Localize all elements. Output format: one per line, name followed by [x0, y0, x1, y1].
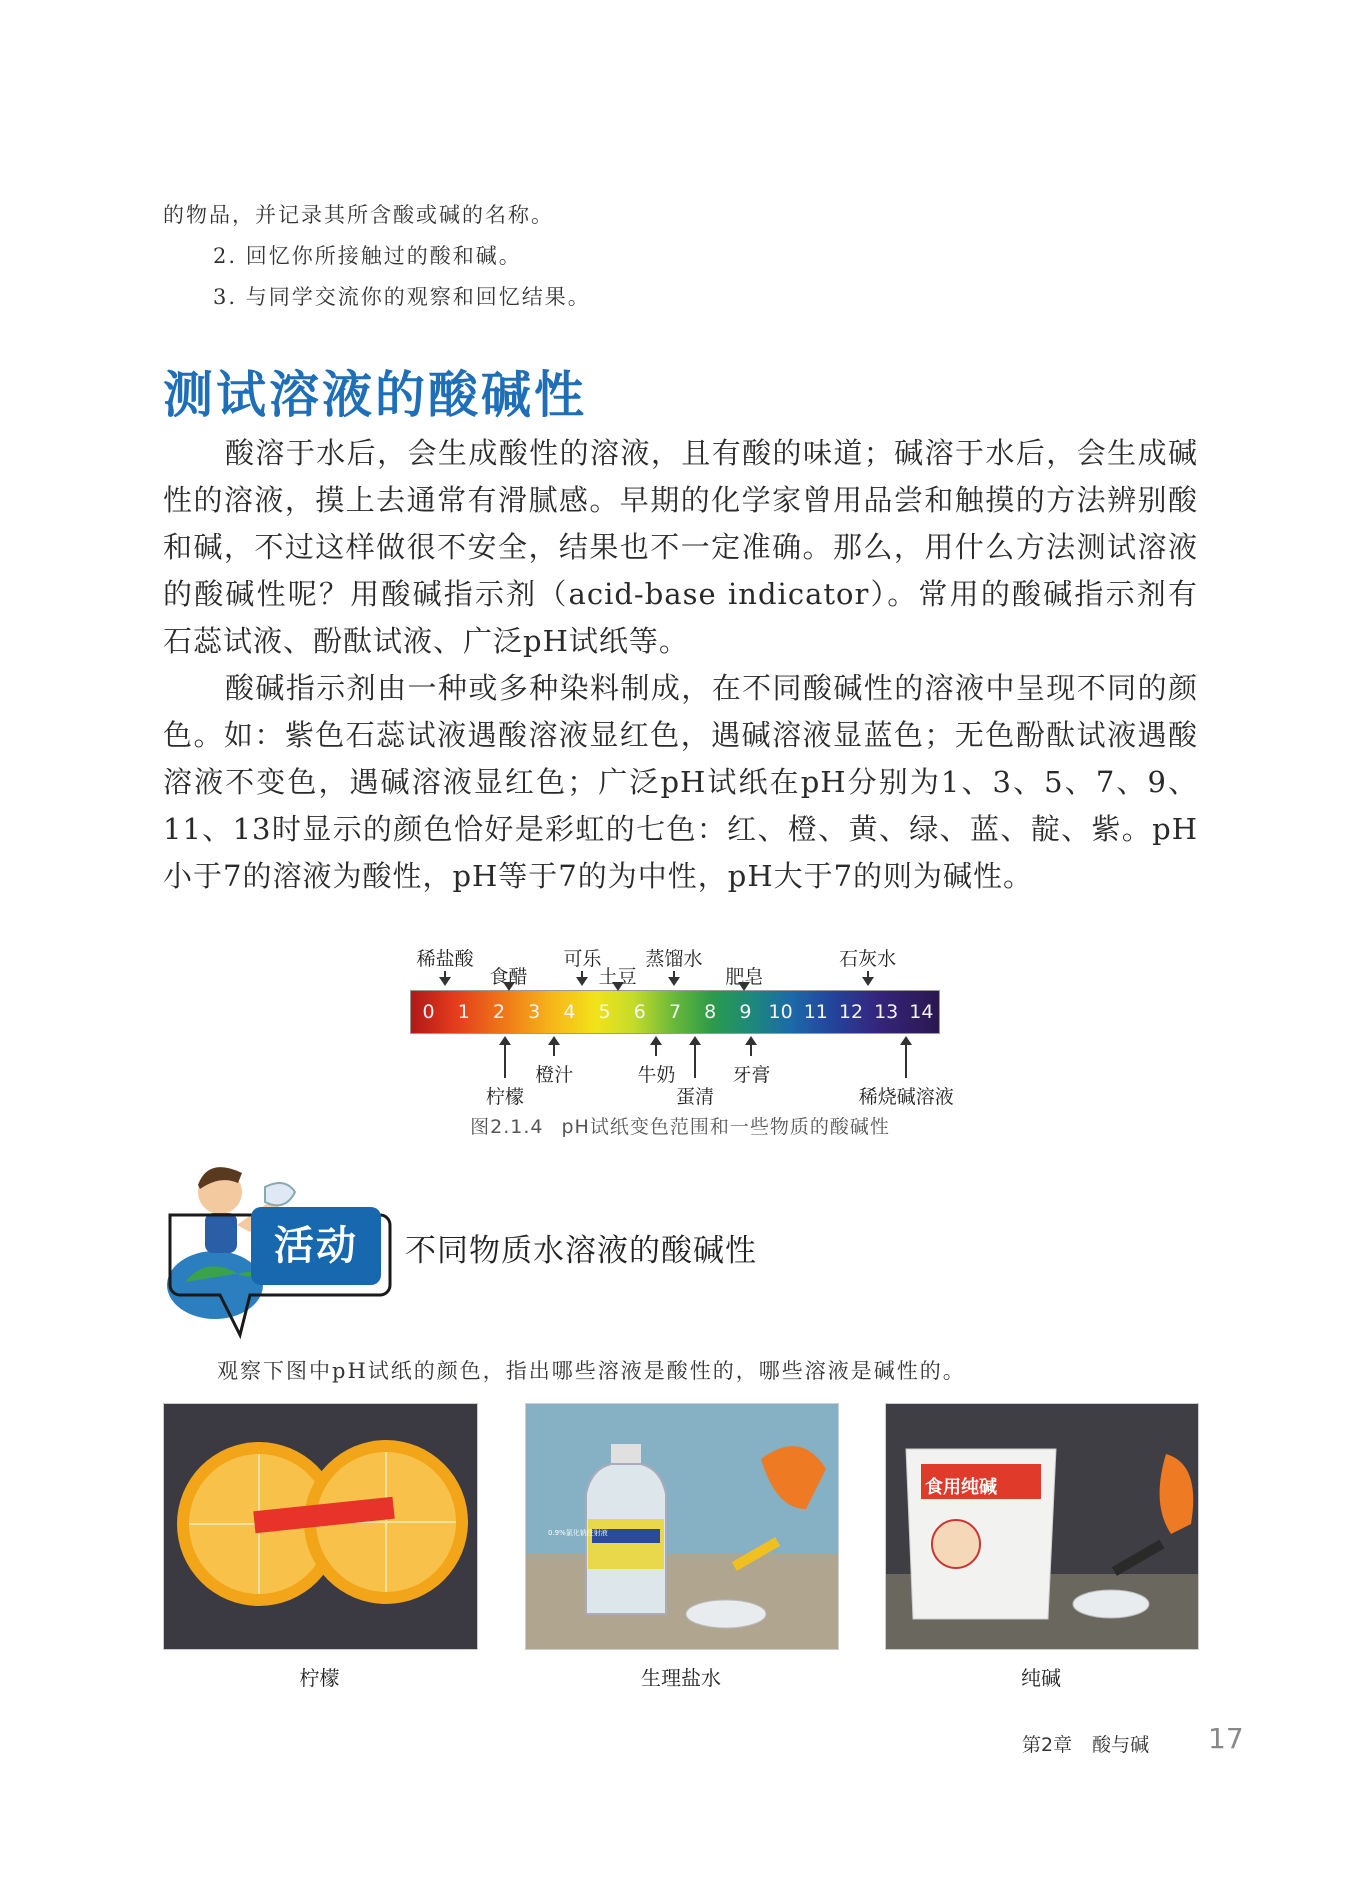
ph-bottom-arrow [905, 1038, 907, 1078]
ph-top-label: 蒸馏水 [645, 948, 703, 970]
ph-top-label: 石灰水 [839, 948, 897, 970]
ph-top-arrow [581, 971, 583, 984]
ph-scale-number: 7 [668, 1001, 682, 1023]
paragraph-2-text: 酸碱指示剂由一种或多种染料制成，在不同酸碱性的溶液中呈现不同的颜色。如：紫色石蕊试液遇酸溶液显红色，遇碱溶液显蓝色；无色酚酞试液遇酸溶液不变色，遇碱溶液显红色；广泛pH试纸在pH分别为1、3、5、7、9、11、13时显示的颜色恰好是彩虹的七色：红、橙、黄、绿、蓝、靛、紫。pH小于7的溶液为酸性，pH等于7的为中性，pH大于7的则为碱性。 [163, 671, 1198, 893]
photo-lemon [163, 1403, 478, 1650]
ph-scale-number: 9 [739, 1001, 752, 1023]
footer-chapter [1022, 1730, 1149, 1757]
ph-top-label: 可乐 [563, 948, 602, 970]
ph-bottom-arrow [553, 1038, 555, 1056]
figure-caption [0, 1112, 1360, 1139]
paragraph-2 [163, 665, 1198, 900]
photo-caption-lemon: 柠檬 [299, 1666, 340, 1690]
ph-top-label: 稀盐酸 [416, 948, 474, 970]
intro-line-1: 的物品，并记录其所含酸或碱的名称。 [163, 203, 554, 227]
ph-bottom-label: 牙膏 [732, 1064, 771, 1086]
photo-soda [885, 1403, 1199, 1650]
section-title: 测试溶液的酸碱性 [163, 366, 587, 424]
ph-top-arrow [867, 971, 869, 984]
ph-bottom-label: 蛋清 [676, 1086, 715, 1108]
ph-color-bar [410, 990, 940, 1034]
paragraph-1 [163, 430, 1198, 665]
soda-bag-label: 食用纯碱 [925, 1477, 997, 1498]
ph-scale-number: 13 [874, 1001, 899, 1023]
saline-bottle-label: 0.9%氯化钠注射液 [548, 1529, 608, 1537]
figure-caption-number: 图2.1.4 [470, 1116, 544, 1138]
ph-top-label: 肥皂 [725, 966, 764, 988]
ph-bottom-label: 柠檬 [486, 1086, 525, 1108]
page-number: 17 [1208, 1722, 1244, 1755]
ph-top-label: 食醋 [489, 966, 528, 988]
activity-instruction: 观察下图中pH试纸的颜色，指出哪些溶液是酸性的，哪些溶液是碱性的。 [217, 1359, 966, 1383]
ph-scale-number: 14 [909, 1001, 934, 1023]
ph-top-arrow [444, 971, 446, 984]
ph-scale-number: 1 [457, 1001, 470, 1023]
ph-top-label: 土豆 [598, 966, 637, 988]
ph-bottom-label: 牛奶 [637, 1064, 676, 1086]
ph-scale-number: 5 [598, 1001, 611, 1023]
ph-scale-number: 4 [563, 1001, 576, 1023]
photo-caption-saline: 生理盐水 [641, 1666, 721, 1690]
ph-scale-number: 0 [422, 1001, 435, 1023]
activity-title: 不同物质水溶液的酸碱性 [405, 1233, 757, 1269]
ph-bottom-label: 橙汁 [535, 1064, 574, 1086]
intro-line-3: 3. 与同学交流你的观察和回忆结果。 [213, 285, 591, 309]
ph-scale-number: 10 [768, 1001, 793, 1023]
footer-chapter-number: 第2章 [1022, 1734, 1073, 1756]
ph-bottom-arrow [750, 1038, 752, 1056]
ph-bottom-label: 稀烧碱溶液 [858, 1086, 954, 1108]
photo-caption-soda: 纯碱 [1021, 1666, 1061, 1690]
ph-bottom-arrow [504, 1038, 506, 1078]
paragraph-1-text: 酸溶于水后，会生成酸性的溶液，且有酸的味道；碱溶于水后，会生成碱性的溶液，摸上去通常有滑腻感。早期的化学家曾用品尝和触摸的方法辨别酸和碱，不过这样做很不安全，结果也不一定准确。那么，用什么方法测试溶液的酸碱性呢？用酸碱指示剂（acid-base indicator）。常用的酸碱指示剂有石蕊试液、酚酞试液、广泛pH试纸等。 [163, 436, 1198, 658]
ph-scale-number: 11 [803, 1001, 828, 1023]
ph-top-arrow [673, 971, 675, 984]
intro-line-2: 2. 回忆你所接触过的酸和碱。 [213, 244, 522, 268]
activity-badge: 活动 [251, 1207, 381, 1285]
ph-scale-number: 2 [492, 1001, 506, 1023]
ph-bottom-arrow [655, 1038, 657, 1056]
ph-scale-number: 12 [838, 1001, 864, 1023]
figure-caption-text: pH试纸变色范围和一些物质的酸碱性 [561, 1116, 890, 1138]
ph-bottom-arrow [694, 1038, 696, 1078]
ph-scale-number: 6 [633, 1001, 646, 1023]
ph-scale-number: 3 [528, 1001, 541, 1023]
footer-chapter-title: 酸与碱 [1092, 1734, 1150, 1756]
ph-scale-number: 8 [704, 1001, 717, 1023]
photo-saline [525, 1403, 839, 1650]
